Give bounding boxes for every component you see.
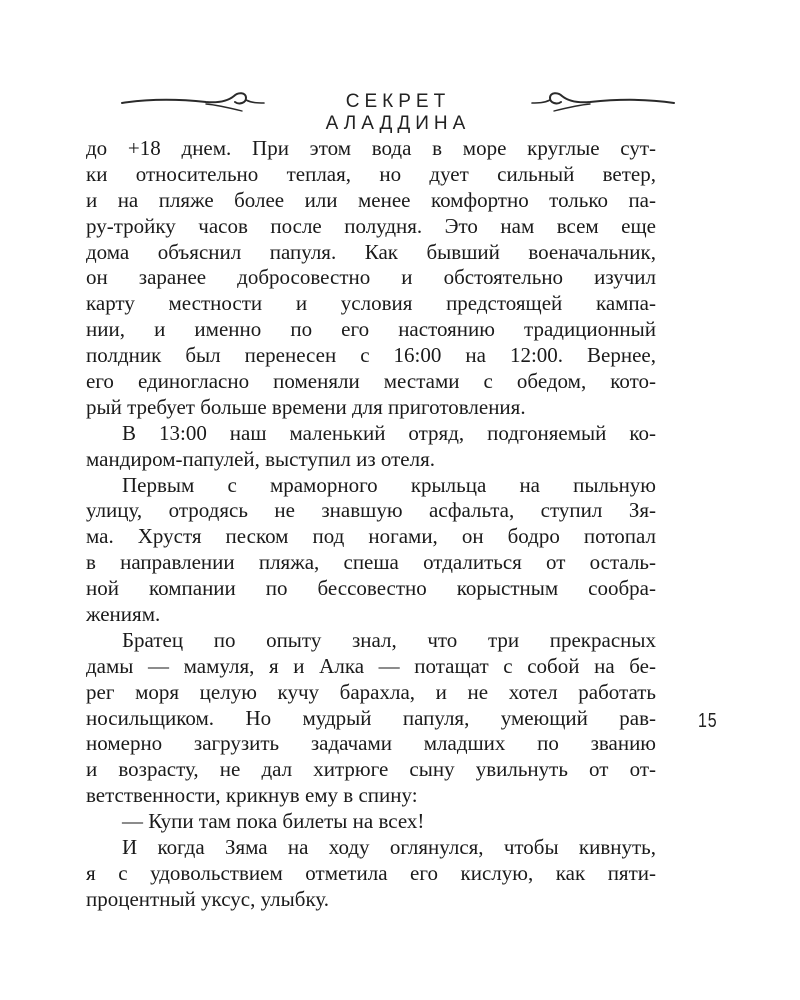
text-line: нии, и именно по его настоянию традиционный <box>86 317 656 342</box>
text-line: рый требует больше времени для приготовления. <box>86 394 526 419</box>
text-line: карту местности и условия предстоящей кампа- <box>86 291 656 316</box>
flourish-left-icon <box>118 88 273 118</box>
running-title: СЕКРЕТ АЛАДДИНА <box>325 91 471 134</box>
text-line: улицу, отродясь не знавшую асфальта, ступил Зя- <box>86 498 656 523</box>
text-line: в направлении пляжа, спеша отдалиться от осталь- <box>86 550 656 575</box>
text-line: ру-тройку часов после полудня. Это нам всем еще <box>86 213 656 238</box>
text-line: я с удовольствием отметила его кислую, как пяти- <box>86 860 656 885</box>
page-number: 15 <box>698 710 718 732</box>
text-line: ной компании по бессовестно корыстным сообра- <box>86 576 656 601</box>
text-line: — Купи там пока билеты на всех! <box>122 809 425 834</box>
text-line: ма. Хрустя песком под ногами, он бодро потопал <box>86 524 656 549</box>
text-line: дома объяснил папуля. Как бывший военачальник, <box>86 239 656 264</box>
text-line: процентный уксус, улыбку. <box>86 886 329 911</box>
text-line: до +18 днем. При этом вода в море круглые сут- <box>86 136 656 160</box>
body-text <box>86 136 656 913</box>
text-line: ветственности, крикнув ему в спину: <box>86 783 418 808</box>
text-line: жениям. <box>86 602 161 627</box>
text-line: мандиром-папулей, выступил из отеля. <box>86 446 435 471</box>
text-line: Первым с мраморного крыльца на пыльную <box>122 472 656 497</box>
text-line: В 13:00 наш маленький отряд, подгоняемый ко- <box>122 420 656 445</box>
running-header <box>118 88 678 134</box>
text-line: Братец по опыту знал, что три прекрасных <box>122 627 656 652</box>
text-line: его единогласно поменяли местами с обедом, кото- <box>86 369 656 394</box>
text-line: и на пляже более или менее комфортно только па- <box>86 187 656 212</box>
text-line: и возрасту, не дал хитрюге сыну увильнуть от от- <box>86 757 656 782</box>
text-line: ки относительно теплая, но дует сильный ветер, <box>86 161 656 186</box>
text-line: И когда Зяма на ходу оглянулся, чтобы кивнуть, <box>122 835 656 860</box>
text-line: полдник был перенесен с 16:00 на 12:00. Вернее, <box>86 343 656 368</box>
text-line: рег моря целую кучу барахла, и не хотел работать <box>86 679 656 704</box>
text-line: номерно загрузить задачами младших по званию <box>86 731 656 756</box>
text-line: дамы — мамуля, я и Алка — потащат с собой на бе- <box>86 653 656 678</box>
flourish-right-icon <box>523 88 678 118</box>
text-line: он заранее добросовестно и обстоятельно изучил <box>86 265 656 290</box>
text-line: носильщиком. Но мудрый папуля, умеющий рав- <box>86 705 656 730</box>
